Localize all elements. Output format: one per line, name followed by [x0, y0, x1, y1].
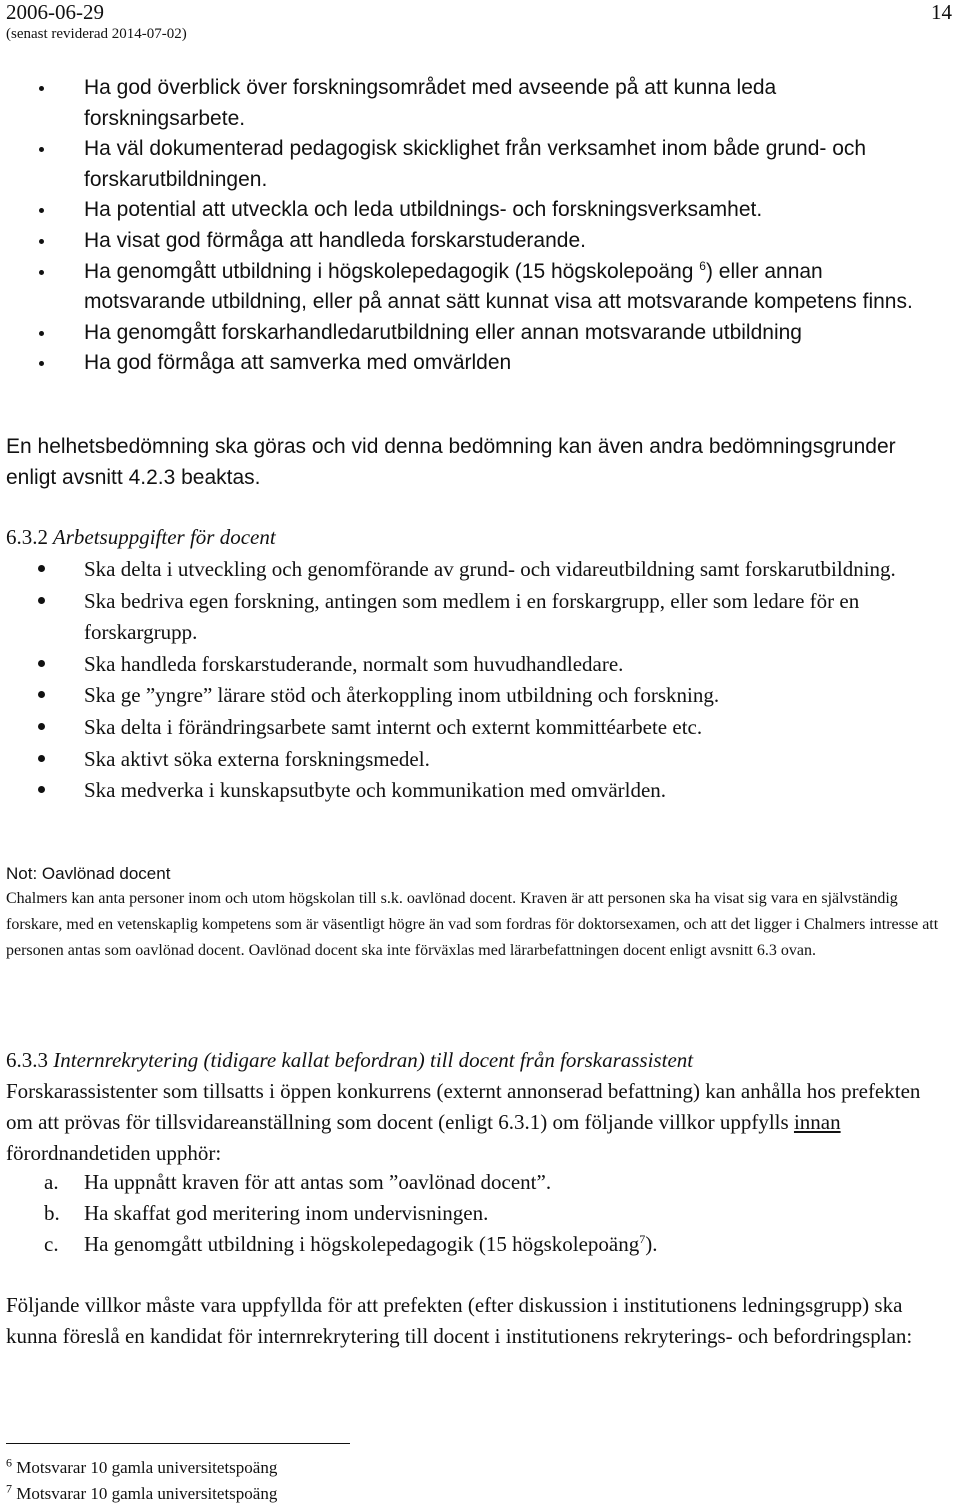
list-item: c. Ha genomgått utbildning i högskolepedagogik (15 högskolepoäng$^7$). [44, 1232, 658, 1256]
footnote-divider [6, 1443, 350, 1444]
list-item: Ska delta i utveckling och genomförande av grund- och vidareutbildning samt forskarutbildning. [0, 554, 960, 586]
bullet-icon [39, 270, 44, 275]
header-revised-date: (senast reviderad 2014-07-02) [6, 26, 187, 42]
footnote: $^6$ Motsvarar 10 gamla universitetspoäng [6, 1455, 278, 1477]
bullet-icon [39, 239, 44, 244]
list-item: Ska aktivt söka externa forskningsmedel. [0, 744, 960, 776]
footnote-ref: 7 [639, 1232, 646, 1246]
bullet-icon [38, 597, 45, 604]
list-item: Ska handleda forskarstuderande, normalt som huvudhandledare. [0, 649, 960, 681]
bullet-icon [38, 786, 45, 793]
section-intro-paragraph: Forskarassistenter som tillsatts i öppen konkurrens (externt annonserad befattning) kan anhålla hos prefekten om att prövas för tillsvidareanställning som docent (enligt 6.3.1) om följande villkor uppfylls innan förordnandetiden upphör: [6, 1079, 921, 1165]
conditions-list [0, 1167, 960, 1260]
page-number: 14 [931, 0, 952, 24]
list-item: Ska ge ”yngre” lärare stöd och återkoppling inom utbildning och forskning. [0, 680, 960, 712]
bullet-icon [38, 691, 45, 698]
list-item: Ha potential att utveckla och leda utbildnings- och forskningsverksamhet. [0, 195, 960, 226]
list-item: Ska delta i förändringsarbete samt internt och externt kommittéarbete etc. [0, 712, 960, 744]
bullet-icon [39, 208, 44, 213]
bullet-icon [38, 723, 45, 730]
closing-paragraph: Följande villkor måste vara uppfyllda för att prefekten (efter diskussion i institutionens ledningsgrupp) ska kunna föreslå en kandidat för internrekrytering till docent i institutionens rekryterings- och befordringsplan: [6, 1293, 913, 1348]
list-item: Ha genomgått forskarhandledarutbildning eller annan motsvarande utbildning [0, 318, 960, 349]
section-heading-6-3-2: 6.3.2 Arbetsuppgifter för docent [6, 525, 276, 549]
note-title: Not: Oavlönad docent [6, 864, 171, 883]
header-date: 2006-06-29 [6, 0, 104, 24]
bullet-icon [38, 660, 45, 667]
list-item: Ha genomgått utbildning i högskolepedagogik (15 högskolepoäng $^6$) eller annan motsvarande utbildning, eller på annat sätt kunnat visa att motsvarande kompetens finns. [0, 257, 960, 318]
note-body: Chalmers kan anta personer inom och utom högskolan till s.k. oavlönad docent. Kraven är att personen ska ha visat sig vara en självständig forskare, med en vetenskaplig kompetens som är väsentligt högre än vad som fordras för doktorsexamen, och att det ligger i Chalmers intresse att personen antas som oavlönad docent. Oavlönad docent ska inte förväxlas med lärarbefattningen docent enligt avsnitt 6.3 ovan. [6, 890, 939, 959]
list-item: Ha god överblick över forskningsområdet med avseende på att kunna leda forskningsarbete. [0, 73, 960, 134]
list-item: Ska bedriva egen forskning, antingen som medlem i en forskargrupp, eller som ledare för en forskargrupp. [0, 586, 960, 649]
footnote-ref: 6 [699, 258, 706, 273]
bullet-icon [39, 361, 44, 366]
bullet-icon [38, 565, 45, 572]
list-item: Ha visat god förmåga att handleda forskarstuderande. [0, 226, 960, 257]
list-item: b. Ha skaffat god meritering inom undervisningen. [44, 1201, 489, 1225]
bullet-icon [39, 331, 44, 336]
section-heading-6-3-3: 6.3.3 Internrekrytering (tidigare kallat befordran) till docent från forskarassistent [6, 1048, 694, 1072]
requirements-list [0, 73, 960, 379]
list-item: Ha god förmåga att samverka med omvärlden [0, 348, 960, 379]
list-item: Ha väl dokumenterad pedagogisk skicklighet från verksamhet inom både grund- och forskarutbildningen. [0, 134, 960, 195]
bullet-icon [39, 147, 44, 152]
bullet-icon [39, 86, 44, 91]
list-item: Ska medverka i kunskapsutbyte och kommunikation med omvärlden. [0, 775, 960, 807]
bullet-icon [38, 755, 45, 762]
list-item: a. Ha uppnått kraven för att antas som ”oavlönad docent”. [44, 1170, 552, 1194]
assessment-paragraph: En helhetsbedömning ska göras och vid denna bedömning kan även andra bedömningsgrunder enligt avsnitt 4.2.3 beaktas. [6, 435, 896, 489]
duties-list [0, 554, 960, 807]
footnote: $^7$ Motsvarar 10 gamla universitetspoäng [6, 1481, 278, 1503]
